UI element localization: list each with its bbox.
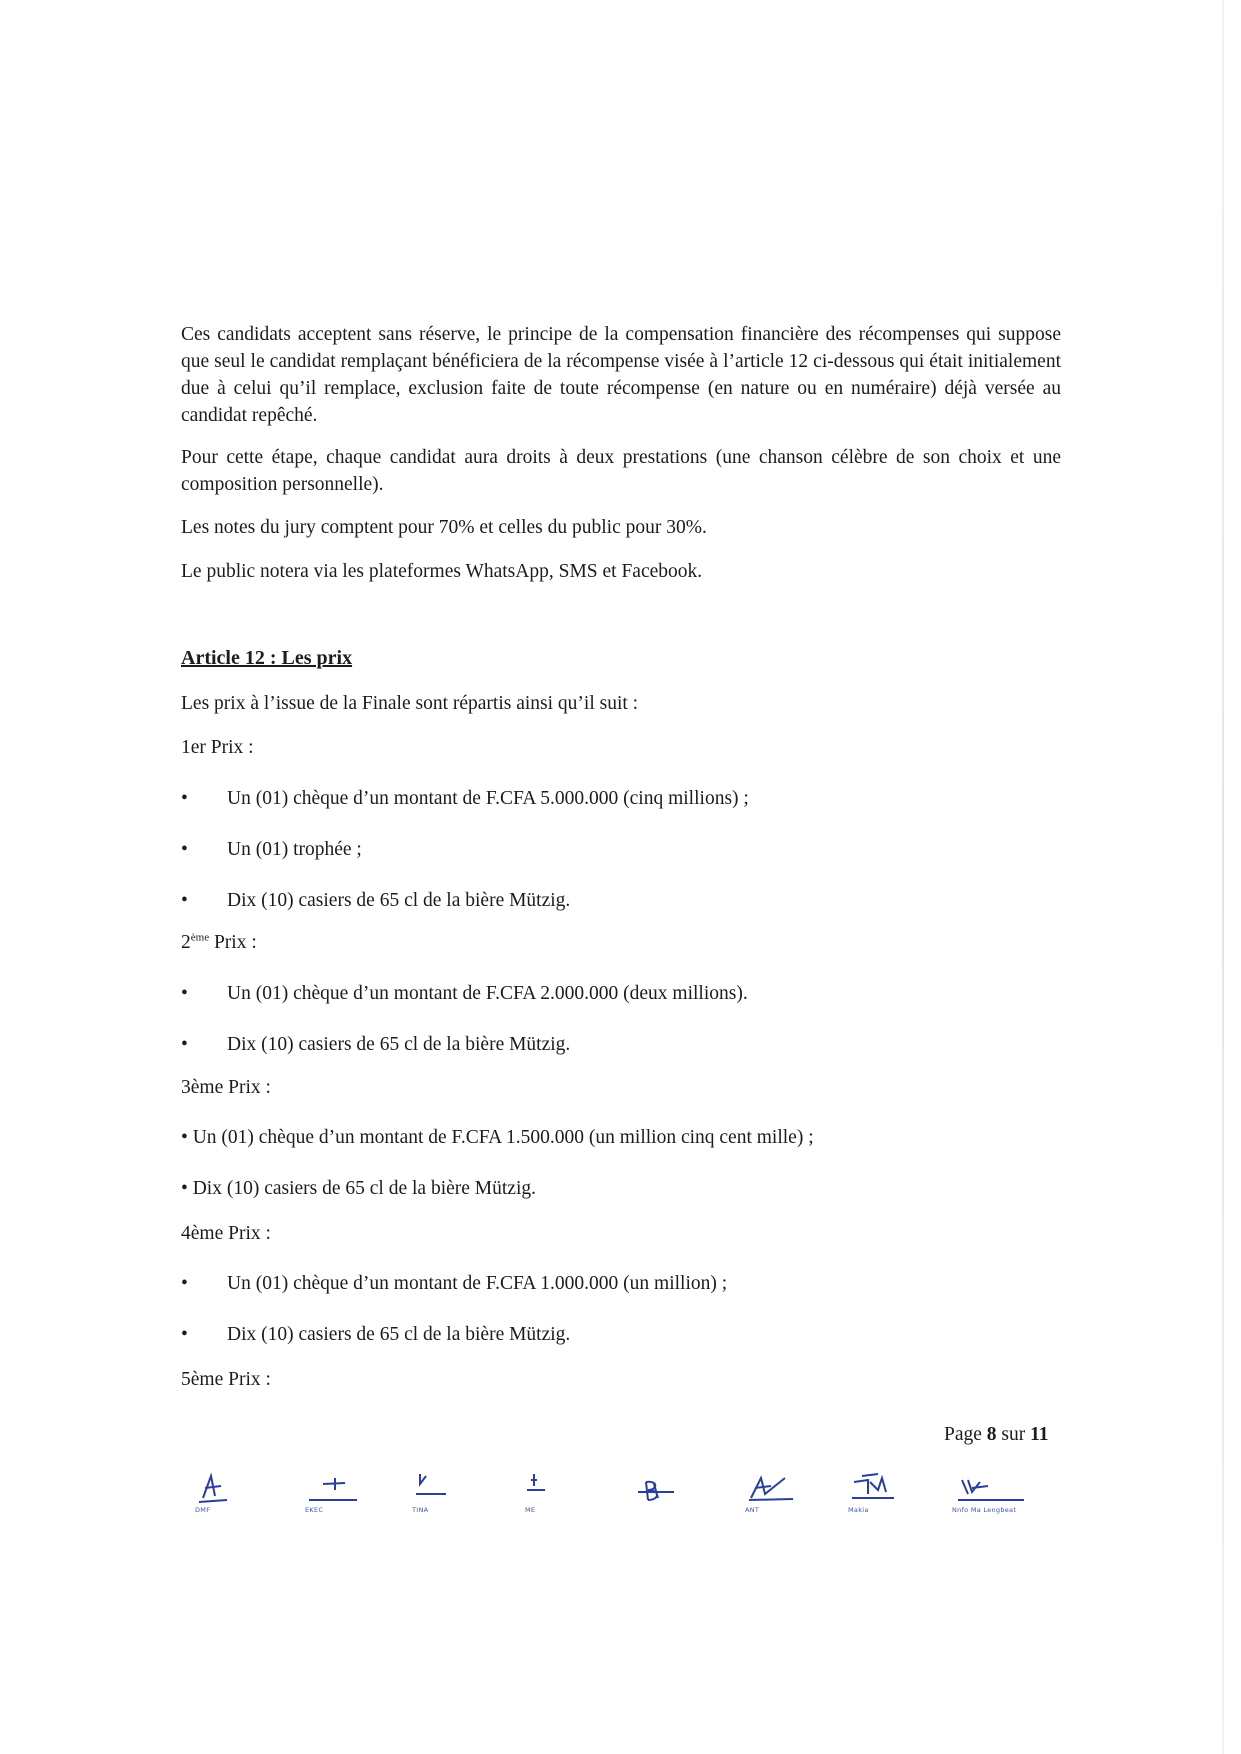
bullet-icon: • — [181, 1034, 188, 1055]
page-prefix: Page — [944, 1424, 987, 1445]
signature-initial — [630, 1470, 710, 1516]
list-item-text: Dix (10) casiers de 65 cl de la bière Mützig. — [227, 1034, 571, 1055]
prize-label-num: 2 — [181, 932, 191, 953]
page-total: 11 — [1030, 1424, 1049, 1445]
list-item-text: Un (01) chèque d’un montant de F.CFA 5.000.000 (cinq millions) ; — [227, 788, 749, 809]
bullet-icon: • — [181, 1324, 188, 1345]
list-item-text: Un (01) chèque d’un montant de F.CFA 2.000.000 (deux millions). — [227, 983, 748, 1004]
prize-label-1: 1er Prix : — [181, 737, 254, 758]
prize-label-3: 3ème Prix : — [181, 1077, 271, 1098]
signature-initial — [195, 1470, 275, 1516]
bullet-icon: • — [181, 890, 188, 911]
prize-label-5: 5ème Prix : — [181, 1369, 271, 1390]
paragraph-public-vote: Le public notera via les plateformes WhatsApp, SMS et Facebook. — [181, 561, 703, 582]
signature-label: DMF — [195, 1506, 211, 1514]
list-item — [181, 1175, 536, 1202]
signature-label: Nnfo Ma Lengbeat — [952, 1506, 1017, 1514]
signature-mark-icon — [630, 1470, 710, 1516]
paragraph-notes: Les notes du jury comptent pour 70% et celles du public pour 30%. — [181, 517, 707, 538]
paragraph-compensation — [181, 321, 1061, 429]
bullet-icon: • — [181, 1178, 188, 1199]
prize-label-sup: ème — [190, 931, 210, 944]
page-current: 8 — [986, 1424, 997, 1445]
bullet-icon: • — [181, 983, 188, 1004]
list-item-text: Un (01) chèque d’un montant de F.CFA 1.000.000 (un million) ; — [227, 1273, 728, 1294]
list-item-text: Un (01) trophée ; — [227, 839, 362, 860]
paragraph-text: Ces candidats acceptent sans réserve, le principe de la compensation financière des récompenses qui suppose que seul le candidat remplaçant bénéficiera de la récompense visée à l’article 12 ci-dessous qui était initialement due à celui qu’il remplace, exclusion faite de toute récompense (en nature ou en numéraire) déjà versée au candidat repêché. — [181, 324, 1061, 426]
prize-label-rest: Prix : — [209, 932, 257, 953]
prize-label-2 — [181, 929, 257, 956]
list-item — [181, 1124, 814, 1151]
scan-edge — [1222, 0, 1224, 1754]
bullet-icon: • — [181, 1127, 188, 1148]
paragraph-prestations — [181, 444, 1061, 498]
bullet-icon: • — [181, 1273, 188, 1294]
article-heading: Article 12 : Les prix — [181, 647, 353, 669]
paragraph-text: Pour cette étape, chaque candidat aura droits à deux prestations (une chanson célèbre de son choix et une composition personnelle). — [181, 447, 1061, 495]
page-mid: sur — [996, 1424, 1031, 1445]
bullet-icon: • — [181, 839, 188, 860]
list-item-text: Un (01) chèque d’un montant de F.CFA 1.500.000 (un million cinq cent mille) ; — [192, 1127, 814, 1148]
list-item-text: Dix (10) casiers de 65 cl de la bière Mützig. — [192, 1178, 537, 1199]
signature-label: EKEC — [305, 1506, 324, 1514]
list-item-text: Dix (10) casiers de 65 cl de la bière Mützig. — [227, 1324, 571, 1345]
signature-initial — [525, 1470, 605, 1516]
page-number — [944, 1424, 1049, 1446]
signature-label: ME — [525, 1506, 536, 1514]
signature-label: Makia — [848, 1506, 869, 1514]
signature-initial — [305, 1470, 385, 1516]
signature-initial — [745, 1470, 825, 1516]
signature-initial — [848, 1470, 928, 1516]
article-intro: Les prix à l’issue de la Finale sont répartis ainsi qu’il suit : — [181, 693, 639, 714]
bullet-icon: • — [181, 788, 188, 809]
signature-initial — [952, 1470, 1032, 1516]
list-item-text: Dix (10) casiers de 65 cl de la bière Mützig. — [227, 890, 571, 911]
signature-initial — [412, 1470, 492, 1516]
prize-label-4: 4ème Prix : — [181, 1223, 271, 1244]
signature-label: TINA — [412, 1506, 429, 1514]
signature-label: ANT — [745, 1506, 760, 1514]
